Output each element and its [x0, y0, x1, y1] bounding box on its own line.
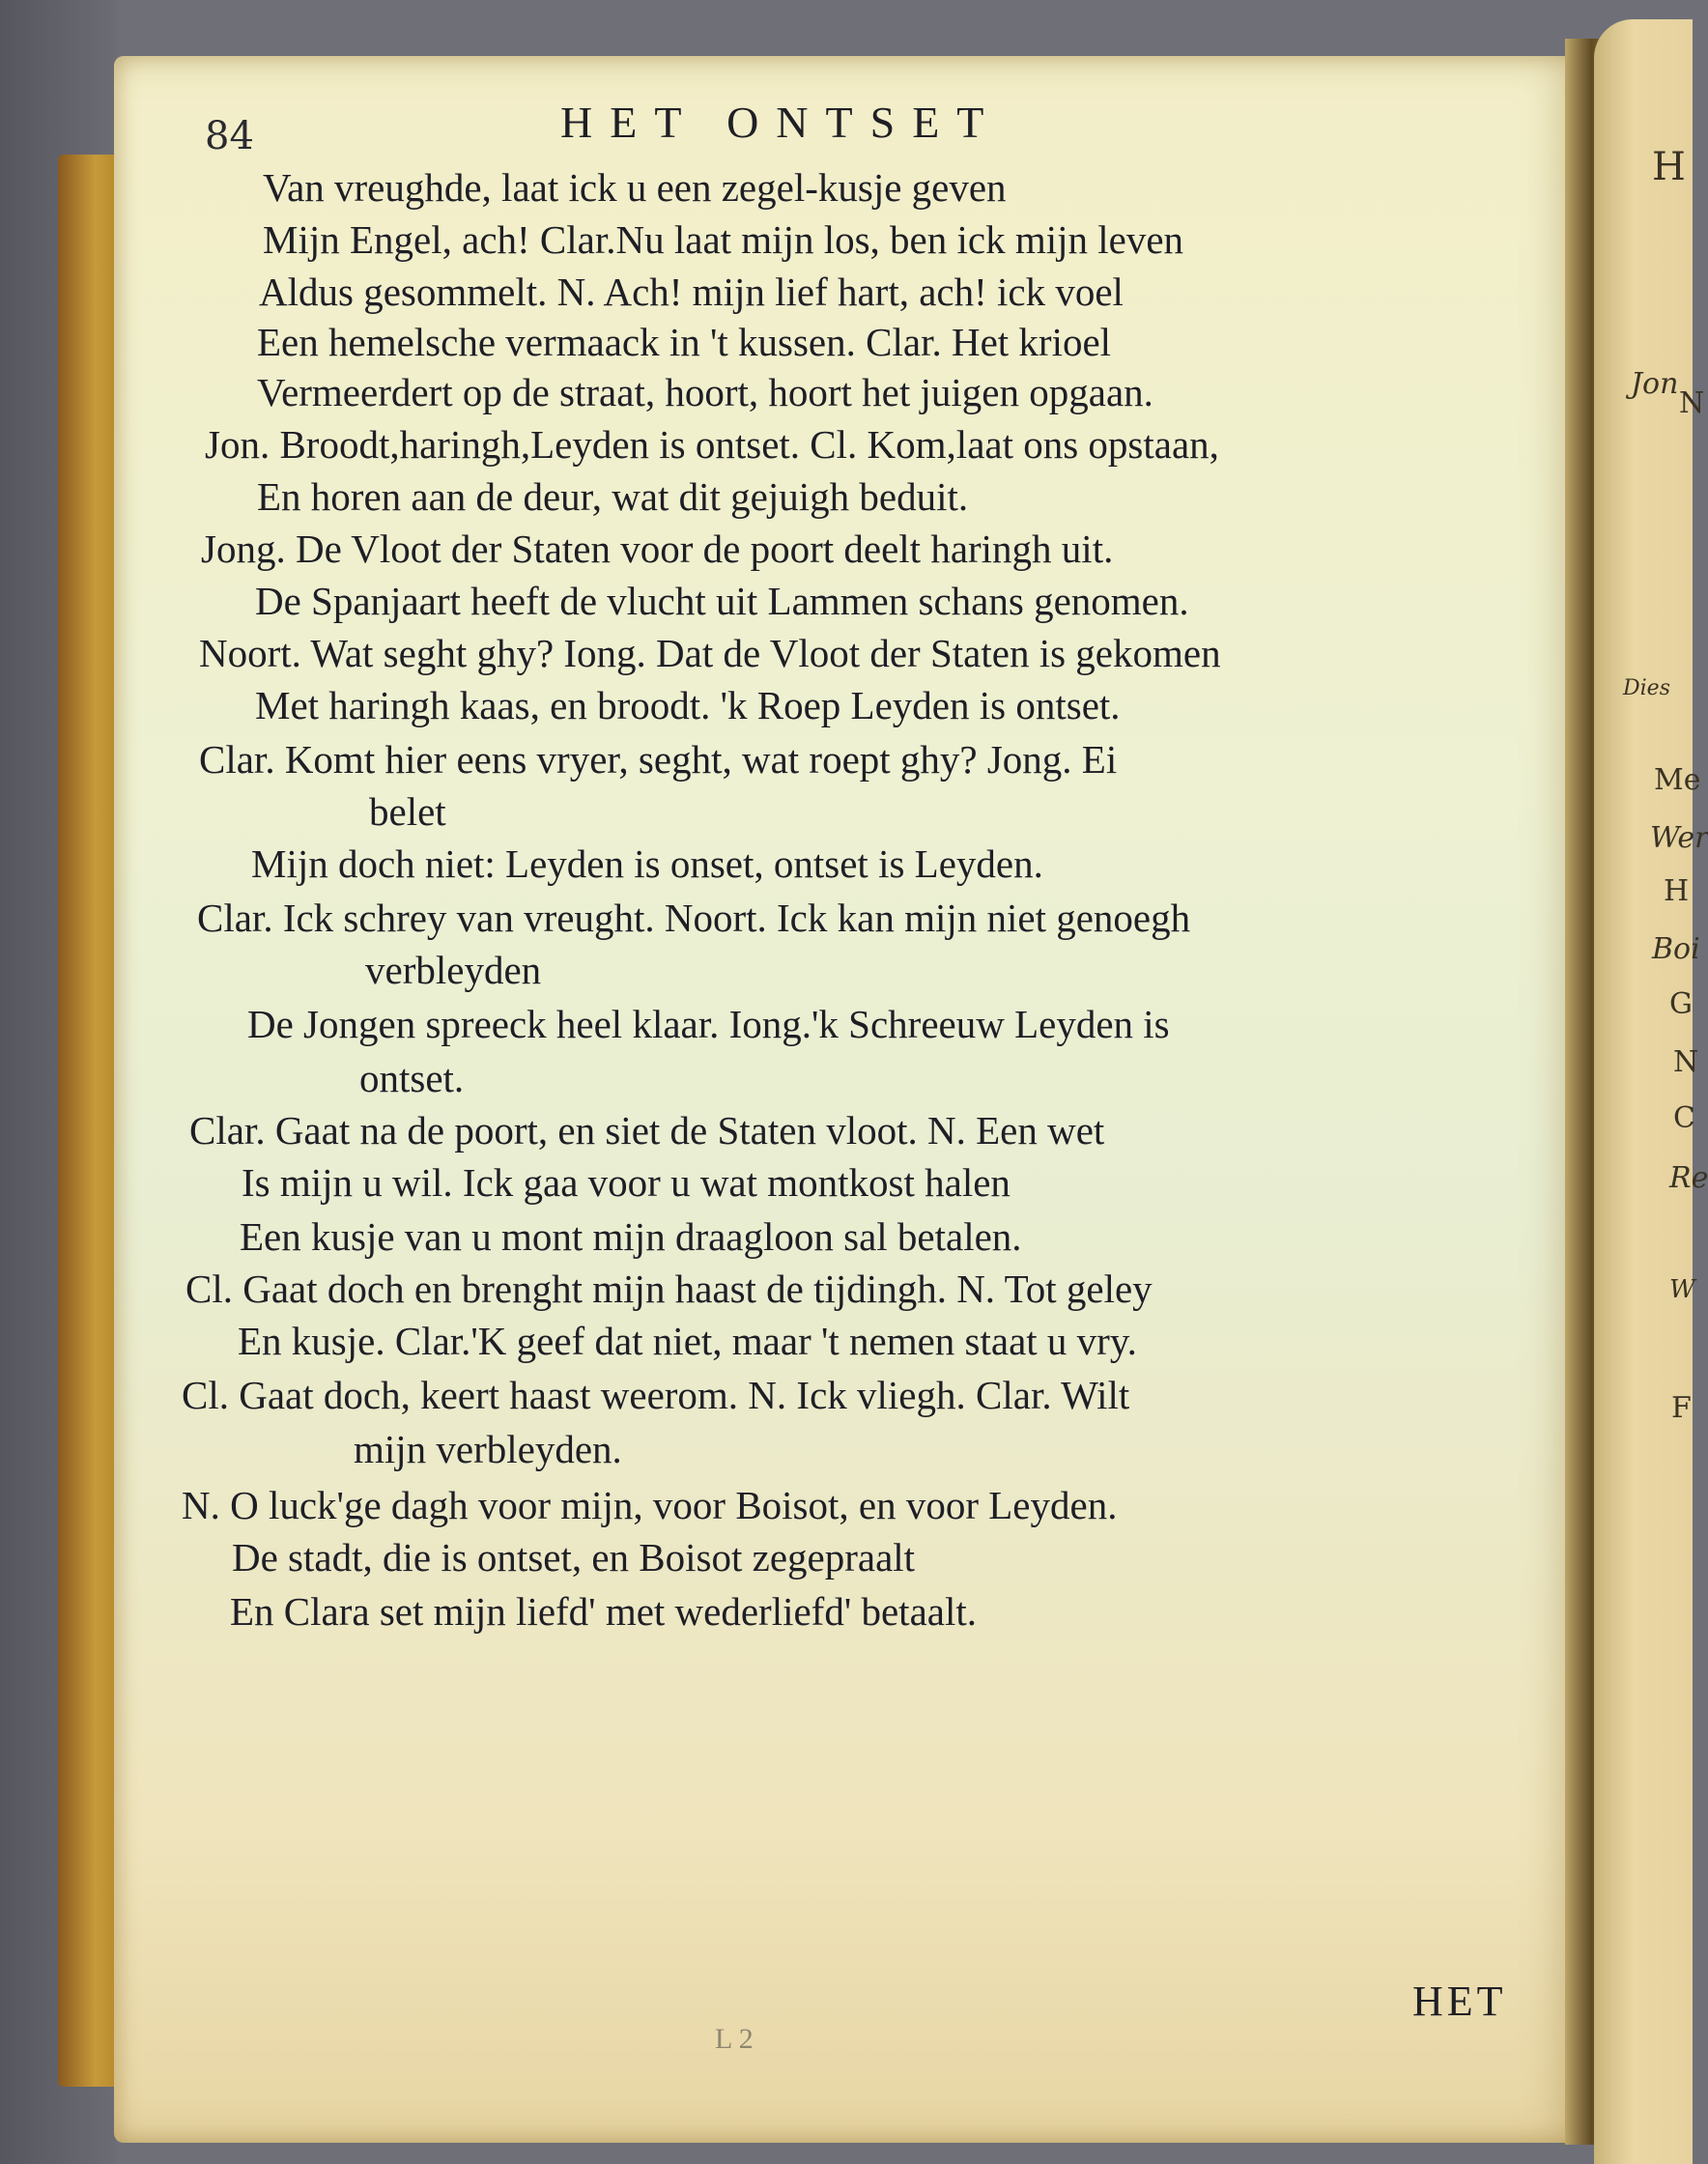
text-line: Cl. Gaat doch, keert haast weerom. N. Ick vliegh. Clar. Wilt	[182, 1373, 1130, 1417]
facing-page-fragment: H	[1652, 145, 1686, 189]
facing-page-fragment: N	[1673, 1045, 1699, 1079]
text-line: En Clara set mijn liefd' met wederliefd' betaalt.	[230, 1589, 977, 1634]
running-head: HET ONTSET	[560, 98, 1002, 147]
facing-page-fragment: Me	[1654, 763, 1701, 797]
facing-page-fragment: Dies	[1623, 676, 1670, 700]
text-line: N. O luck'ge dagh voor mijn, voor Boisot, en voor Leyden.	[182, 1483, 1118, 1527]
text-line: Clar. Komt hier eens vryer, seght, wat roept ghy? Jong. Ei	[199, 737, 1118, 782]
facing-page-fragment: Re	[1669, 1161, 1708, 1195]
text-line: En horen aan de deur, wat dit gejuigh beduit.	[257, 474, 969, 519]
text-line: belet	[369, 789, 446, 834]
text-line: Noort. Wat seght ghy? Iong. Dat de Vloot der Staten is gekomen	[199, 631, 1221, 675]
text-line: Een hemelsche vermaack in 't kussen. Clar. Het krioel	[257, 320, 1112, 364]
text-line: Een kusje van u mont mijn draagloon sal betalen.	[240, 1214, 1022, 1259]
text-line: Jong. De Vloot der Staten voor de poort deelt haringh uit.	[201, 527, 1114, 571]
text-line: En kusje. Clar.'K geef dat niet, maar 't nemen staat u vry.	[238, 1319, 1137, 1363]
text-line: Vermeerdert op de straat, hoort, hoort het juigen opgaan.	[257, 370, 1153, 414]
text-line: Cl. Gaat doch en brenght mijn haast de tijdingh. N. Tot geley	[185, 1267, 1153, 1311]
facing-page-fragment: N	[1679, 386, 1705, 420]
text-line: Is mijn u wil. Ick gaa voor u wat montkost halen	[242, 1160, 1011, 1205]
text-line: De Jongen spreeck heel klaar. Iong.'k Schreeuw Leyden is	[247, 1002, 1170, 1046]
signature-mark: L 2	[715, 2023, 754, 2055]
text-line: De Spanjaart heeft de vlucht uit Lammen schans genomen.	[255, 579, 1189, 623]
text-line: mijn verbleyden.	[354, 1427, 622, 1471]
text-line: Jon. Broodt,haringh,Leyden is ontset. Cl. Kom,laat ons opstaan,	[205, 422, 1219, 467]
text-line: Aldus gesommelt. N. Ach! mijn lief hart, ach! ick voel	[259, 270, 1124, 314]
text-line: Mijn Engel, ach! Clar.Nu laat mijn los, ben ick mijn leven	[263, 217, 1184, 262]
text-line: verbleyden	[365, 948, 542, 992]
facing-page-fragment: H	[1664, 874, 1690, 908]
text-line: Clar. Gaat na de poort, en siet de Staten vloot. N. Een wet	[189, 1108, 1105, 1153]
text-line: Met haringh kaas, en broodt. 'k Roep Leyden is ontset.	[255, 683, 1121, 727]
facing-page-fragment: Boi	[1652, 932, 1700, 966]
facing-page-fragment: Wer	[1650, 821, 1708, 855]
facing-page-fragment: W	[1669, 1275, 1695, 1304]
facing-page-fragment: Jon	[1631, 367, 1679, 401]
text-line: Clar. Ick schrey van vreught. Noort. Ick kan mijn niet genoegh	[197, 896, 1191, 940]
text-line: Mijn doch niet: Leyden is onset, ontset is Leyden.	[251, 841, 1043, 886]
facing-page-fragment: C	[1673, 1101, 1695, 1135]
facing-page-fragment: G	[1669, 987, 1693, 1021]
facing-page-fragment: F	[1671, 1391, 1692, 1425]
text-line: Van vreughde, laat ick u een zegel-kusje geven	[263, 165, 1007, 210]
text-line: De stadt, die is ontset, en Boisot zegepraalt	[232, 1535, 916, 1580]
page-number: 84	[205, 114, 254, 158]
text-line: ontset.	[359, 1056, 465, 1100]
catchword: HET	[1412, 1978, 1507, 2025]
facing-page	[1594, 19, 1708, 2164]
